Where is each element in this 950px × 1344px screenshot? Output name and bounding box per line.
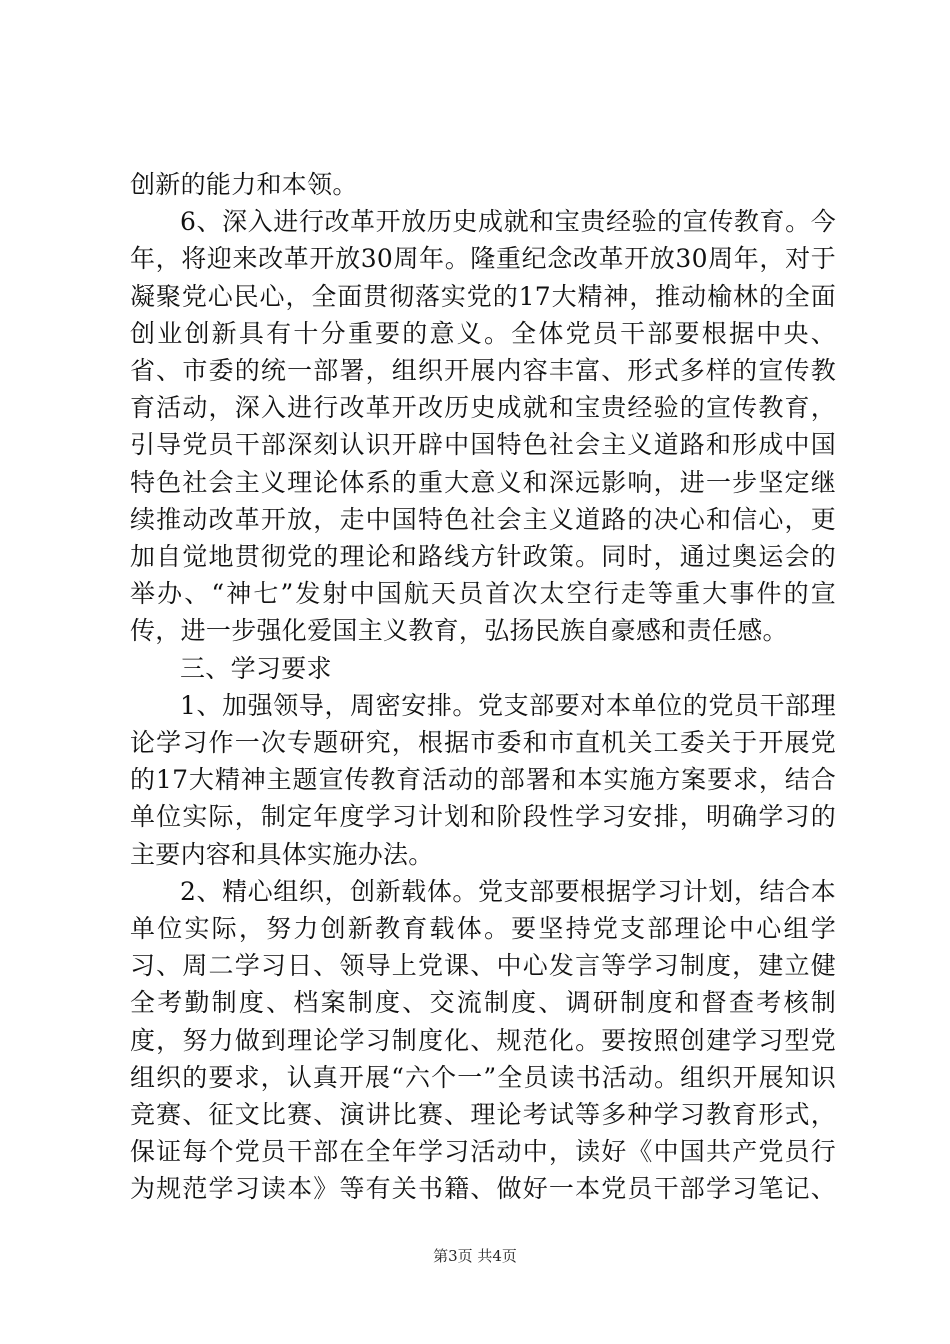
page-footer: 第3页 共4页	[433, 1247, 517, 1265]
document-body	[130, 166, 836, 1206]
paragraph-1: 6、深入进行改革开放历史成就和宝贵经验的宣传教育。今年，将迎来改革开放30周年。隆重纪念改革开放30周年，对于凝聚党心民心，全面贯彻落实党的17大精神，推动榆林的全面创业创新具有十分重要的意义。全体党员干部要根据中央、省、市委的统一部署，组织开展内容丰富、形式多样的宣传教育活动，深入进行改革开改历史成就和宝贵经验的宣传教育，引导党员干部深刻认识开辟中国特色社会主义道路和形成中国特色社会主义理论体系的重大意义和深远影响，进一步坚定继续推动改革开放，走中国特色社会主义道路的决心和信心，更加自觉地贯彻党的理论和路线方针政策。同时，通过奥运会的举办、“神七”发射中国航天员首次太空行走等重大事件的宣传，进一步强化爱国主义教育，弘扬民族自豪感和责任感。	[130, 207, 836, 646]
paragraph-0: 创新的能力和本领。	[130, 170, 358, 199]
section-heading: 三、学习要求	[180, 653, 332, 683]
paragraph-3: 1、加强领导，周密安排。党支部要对本单位的党员干部理论学习作一次专题研究，根据市委和市直机关工委关于开展党的17大精神主题宣传教育活动的部署和本实施方案要求，结合单位实际，制定年度学习计划和阶段性学习安排，明确学习的主要内容和具体实施办法。	[130, 690, 836, 869]
paragraph-4: 2、精心组织，创新载体。党支部要根据学习计划，结合本单位实际，努力创新教育载体。要坚持党支部理论中心组学习、周二学习日、领导上党课、中心发言等学习制度，建立健全考勤制度、档案制度、交流制度、调研制度和督查考核制度，努力做到理论学习制度化、规范化。要按照创建学习型党组织的要求，认真开展“六个一”全员读书活动。组织开展知识竞赛、征文比赛、演讲比赛、理论考试等多种学习教育形式，保证每个党员干部在全年学习活动中，读好《中国共产党员行为规范学习读本》等有关书籍、做好一本党员干部学习笔记、	[130, 876, 836, 1204]
